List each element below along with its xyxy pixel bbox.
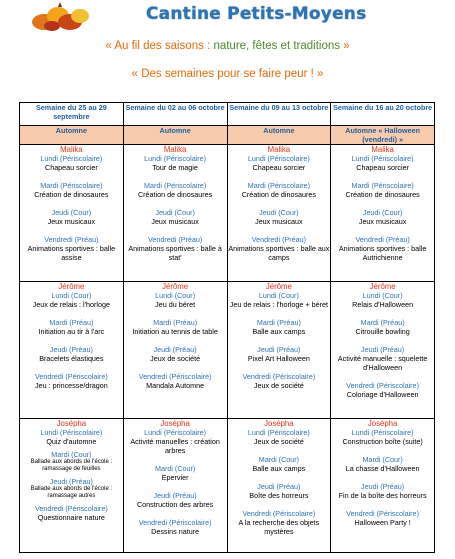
- animator-name: Joséphа: [160, 419, 190, 428]
- activity-label: Jeux de société: [253, 381, 304, 390]
- activity-label: Balle aux camps: [252, 464, 306, 473]
- activity-cell: [227, 145, 331, 282]
- activity-cell: [20, 145, 124, 282]
- autumn-leaves-icon: [30, 2, 92, 32]
- activity-label: Chapeau sorcier: [356, 163, 409, 172]
- activity-label: Jeux musicaux: [151, 217, 199, 226]
- page-title: Cantine Petits-Moyens: [146, 4, 367, 24]
- activity-cell: [123, 145, 227, 282]
- week-header: Semaine du 02 au 06 octobre: [123, 103, 227, 126]
- activity-label: Création de dinosaures: [34, 190, 109, 199]
- activity-label: Jeux musicaux: [255, 217, 303, 226]
- slot-label: Lundi (Périscolaire): [351, 154, 414, 163]
- slot-label: Mardi (Préau): [360, 318, 405, 327]
- activity-label: Pixel Art Halloween: [247, 354, 310, 363]
- animator-name: Malika: [163, 145, 187, 154]
- activity-label: Fin de la boîte des horreurs: [338, 491, 427, 500]
- animator-row: [20, 419, 435, 553]
- slot-label: Vendredi (Préau): [147, 235, 203, 244]
- slot-label: Vendredi (Préau): [44, 235, 99, 244]
- slot-label: Jeudi (Préau): [361, 345, 405, 354]
- slot-label: Mardi (Cour): [154, 464, 196, 473]
- activity-label: Ballade aux abords de l'école : ramassage autres: [30, 486, 113, 499]
- activity-label: Bracelets élastiques: [39, 354, 104, 363]
- activity-label: Coloriage d'Halloween: [346, 390, 419, 399]
- week-header: Semaine du 09 au 13 octobre: [227, 103, 331, 126]
- slot-label: Lundi (Périscolaire): [351, 428, 414, 437]
- slot-label: Lundi (Périscolaire): [247, 154, 310, 163]
- activity-label: Tour de magie: [152, 163, 198, 172]
- activity-cell: [331, 145, 435, 282]
- animator-name: Jérôme: [58, 282, 85, 291]
- slot-label: Jeudi (Préau): [361, 482, 405, 491]
- slot-label: Jeudi (Préau): [257, 345, 301, 354]
- activity-label: Chapeau sorcier: [45, 163, 98, 172]
- slot-label: Lundi (Périscolaire): [247, 428, 310, 437]
- slot-label: Vendredi (Préau): [355, 235, 410, 244]
- slot-label: Vendredi (Périscolaire): [35, 504, 108, 513]
- slot-label: Jeudi (Préau): [49, 477, 93, 486]
- animator-name: Jérôme: [265, 282, 292, 291]
- animator-row: [20, 282, 435, 419]
- slot-label: Vendredi (Périscolaire): [138, 518, 212, 527]
- season-cell: Automne: [227, 126, 331, 145]
- activity-label: Animations sportives : balle assise: [27, 244, 116, 262]
- animator-name: Jérôme: [369, 282, 396, 291]
- slot-label: Jeudi (Cour): [259, 208, 299, 217]
- slot-label: Mardi (Préau): [49, 318, 94, 327]
- slot-label: Mardi (Préau): [153, 318, 198, 327]
- activity-label: Initiation au tir à l'arc: [38, 327, 105, 336]
- season-cell: Automne: [20, 126, 124, 145]
- slot-label: Mardi (Cour): [362, 455, 403, 464]
- slot-label: Lundi (Périscolaire): [40, 154, 103, 163]
- activity-label: Jeu : princesse/dragon: [35, 381, 108, 390]
- activity-label: Citrouille bowling: [355, 327, 410, 336]
- slot-label: Vendredi (Périscolaire): [242, 509, 316, 518]
- slot-label: Mardi (Cour): [258, 455, 300, 464]
- animator-name: Joséphа: [367, 419, 398, 428]
- activity-label: Halloween Party !: [354, 518, 411, 527]
- activity-label: La chasse d'Halloween: [345, 464, 420, 473]
- slot-label: Mardi (Périscolaire): [143, 181, 207, 190]
- activity-cell: [331, 282, 435, 419]
- activity-label: Animations sportives : balle à stat': [128, 244, 222, 262]
- slot-label: Mardi (Périscolaire): [351, 181, 414, 190]
- activity-label: Jeu du béret: [155, 300, 196, 309]
- slot-label: Lundi (Cour): [362, 291, 403, 300]
- slot-label: Vendredi (Périscolaire): [35, 372, 108, 381]
- animator-name: Jérôme: [162, 282, 189, 291]
- slot-label: Jeudi (Préau): [257, 482, 301, 491]
- activity-cell: [227, 282, 331, 419]
- activity-label: Questionnaire nature: [37, 513, 105, 522]
- animator-name: Malika: [371, 145, 394, 154]
- week-header: Semaine du 16 au 20 octobre: [331, 103, 435, 126]
- activity-cell: [20, 419, 124, 553]
- activity-label: Relais d'Halloween: [352, 300, 414, 309]
- activity-label: Jeux de société: [150, 354, 201, 363]
- activity-label: Jeux musicaux: [358, 217, 407, 226]
- slot-label: Jeudi (Préau): [153, 491, 197, 500]
- page-tagline: « Des semaines pour se faire peur ! »: [131, 68, 324, 80]
- activity-label: Animations sportives : balle Autrichienne: [338, 244, 427, 262]
- page-header: [0, 0, 455, 100]
- slot-label: Vendredi (Périscolaire): [138, 372, 212, 381]
- activity-label: Construction des arbres: [136, 500, 214, 509]
- slot-label: Vendredi (Périscolaire): [346, 509, 419, 518]
- activity-label: Jeu de relais : l'horloge + béret: [229, 300, 328, 309]
- animator-name: Malika: [267, 145, 291, 154]
- slot-label: Jeudi (Préau): [49, 345, 93, 354]
- activity-label: Ballade aux abords de l'école : ramassage de feuilles: [30, 459, 113, 472]
- page-subtitle: « Au fil des saisons : nature, fêtes et traditions »: [105, 40, 350, 52]
- activity-cell: [123, 419, 227, 553]
- activity-label: Construction boîte (suite): [342, 437, 423, 446]
- activity-table: [19, 102, 435, 553]
- activity-label: A la recherche des objets mystères: [238, 518, 320, 536]
- slot-label: Jeudi (Préau): [153, 345, 197, 354]
- slot-label: Lundi (Cour): [51, 291, 92, 300]
- slot-label: Jeudi (Cour): [155, 208, 195, 217]
- slot-label: Jeudi (Cour): [51, 208, 92, 217]
- slot-label: Jeudi (Cour): [362, 208, 403, 217]
- week-header: Semaine du 25 au 29 septembre: [20, 103, 124, 126]
- activity-label: Création de dinosaures: [345, 190, 420, 199]
- activity-label: Activité manuelle : squelette d'Halloween: [337, 354, 428, 372]
- slot-label: Vendredi (Périscolaire): [346, 381, 419, 390]
- activity-label: Quiz d'automne: [46, 437, 97, 446]
- activity-label: Activité manuelles : création arbres: [130, 437, 220, 455]
- season-cell: Automne: [123, 126, 227, 145]
- activity-label: Création de dinosaures: [241, 190, 317, 199]
- slot-label: Mardi (Cour): [51, 450, 92, 459]
- slot-label: Lundi (Périscolaire): [144, 428, 207, 437]
- slot-label: Vendredi (Préau): [251, 235, 307, 244]
- activity-label: Mandala Automne: [146, 381, 205, 390]
- activity-label: Initiation au tennis de table: [132, 327, 218, 336]
- activity-cell: [331, 419, 435, 553]
- slot-label: Lundi (Périscolaire): [40, 428, 103, 437]
- activity-label: Boîte des horreurs: [249, 491, 309, 500]
- activity-cell: [123, 282, 227, 419]
- slot-label: Mardi (Périscolaire): [40, 181, 103, 190]
- activity-cell: [227, 419, 331, 553]
- activity-label: Balle aux camps: [252, 327, 306, 336]
- slot-label: Lundi (Cour): [258, 291, 299, 300]
- activity-label: Jeux musicaux: [47, 217, 96, 226]
- slot-label: Mardi (Périscolaire): [247, 181, 311, 190]
- activity-label: Epervier: [161, 473, 189, 482]
- activity-label: Animations sportives : balle aux camps: [228, 244, 330, 262]
- animator-name: Joséphа: [56, 419, 87, 428]
- slot-label: Vendredi (Périscolaire): [242, 372, 316, 381]
- activity-label: Dessins nature: [151, 527, 200, 536]
- animator-name: Malika: [60, 145, 83, 154]
- slot-label: Lundi (Cour): [155, 291, 196, 300]
- activity-label: Création de dinosaures: [137, 190, 213, 199]
- activity-label: Chapeau sorcier: [252, 163, 306, 172]
- season-cell: Automne « Halloween (vendredi) »: [331, 126, 435, 145]
- slot-label: Mardi (Préau): [256, 318, 301, 327]
- slot-label: Lundi (Périscolaire): [144, 154, 207, 163]
- animator-row: [20, 145, 435, 282]
- activity-cell: [20, 282, 124, 419]
- activity-label: Jeux de société: [253, 437, 304, 446]
- animator-name: Joséphа: [264, 419, 294, 428]
- activity-label: Jeux de relais : l'horloge: [32, 300, 111, 309]
